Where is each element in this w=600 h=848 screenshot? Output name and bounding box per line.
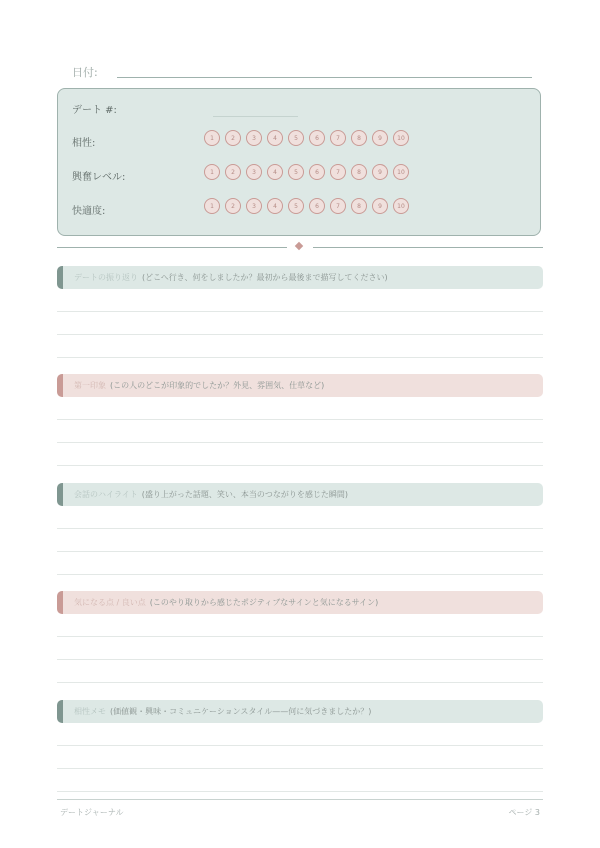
- write-line[interactable]: [57, 552, 543, 575]
- rating-label: 快適度:: [72, 206, 106, 217]
- rating-circle[interactable]: 9: [372, 164, 388, 180]
- section-compatibility-notes: [57, 700, 543, 792]
- rating-circle[interactable]: 7: [330, 164, 346, 180]
- date-number-write-line[interactable]: [213, 116, 298, 117]
- section-accent-bar: [57, 591, 63, 614]
- rating-circle[interactable]: 8: [351, 130, 367, 146]
- section-subtitle: (盛り上がった話題、笑い、本当のつながりを感じた瞬間): [141, 490, 349, 499]
- section-first-impression: [57, 374, 543, 466]
- section-accent-bar: [57, 483, 63, 506]
- rating-circle[interactable]: 5: [288, 130, 304, 146]
- rating-scale: [204, 164, 409, 180]
- rating-circle[interactable]: 9: [372, 198, 388, 214]
- rating-box: [57, 88, 541, 236]
- section-subtitle: (このやり取りから感じたポジティブなサインと気になるサイン): [149, 598, 379, 607]
- write-line[interactable]: [57, 289, 543, 312]
- section-accent-bar: [57, 700, 63, 723]
- rating-row-comfort: [58, 198, 540, 218]
- write-line[interactable]: [57, 746, 543, 769]
- rating-circle[interactable]: 7: [330, 198, 346, 214]
- rating-circle[interactable]: 3: [246, 198, 262, 214]
- write-line[interactable]: [57, 637, 543, 660]
- rating-circle[interactable]: 10: [393, 130, 409, 146]
- footer-divider: [57, 799, 543, 800]
- rating-row-compatibility: [58, 130, 540, 150]
- rating-circle[interactable]: 4: [267, 130, 283, 146]
- section-conversation-highlights: [57, 483, 543, 575]
- rating-row-excitement: [58, 164, 540, 184]
- section-title: 会話のハイライト: [74, 490, 138, 499]
- footer-page-number: ページ 3: [508, 808, 540, 817]
- write-line[interactable]: [57, 397, 543, 420]
- rating-circle[interactable]: 1: [204, 198, 220, 214]
- diamond-icon: [295, 242, 303, 250]
- section-subtitle: (価値観・興味・コミュニケーションスタイル——何に気づきましたか？): [110, 707, 372, 716]
- section-title: デートの振り返り: [74, 273, 138, 282]
- section-subtitle: (この人のどこが印象的でしたか？外見、雰囲気、仕草など): [110, 381, 325, 390]
- rating-circle[interactable]: 6: [309, 164, 325, 180]
- rating-circle[interactable]: 1: [204, 164, 220, 180]
- footer-journal-title: デートジャーナル: [60, 808, 124, 817]
- rating-circle[interactable]: 1: [204, 130, 220, 146]
- write-line[interactable]: [57, 660, 543, 683]
- rating-circle[interactable]: 8: [351, 198, 367, 214]
- rating-circle[interactable]: 3: [246, 130, 262, 146]
- rating-label: 相性:: [72, 138, 96, 149]
- rating-circle[interactable]: 6: [309, 130, 325, 146]
- rating-circle[interactable]: 7: [330, 130, 346, 146]
- section-title: 第一印象: [74, 381, 106, 390]
- rating-scale: [204, 130, 409, 146]
- rating-scale: [204, 198, 409, 214]
- write-line[interactable]: [57, 614, 543, 637]
- rating-circle[interactable]: 10: [393, 164, 409, 180]
- rating-circle[interactable]: 3: [246, 164, 262, 180]
- rating-circle[interactable]: 2: [225, 198, 241, 214]
- section-header: [57, 483, 543, 506]
- section-title: 気になる点 / 良い点: [74, 598, 146, 607]
- section-subtitle: (どこへ行き、何をしましたか？最初から最後まで描写してください): [142, 273, 388, 282]
- write-line[interactable]: [57, 506, 543, 529]
- rating-circle[interactable]: 4: [267, 198, 283, 214]
- date-label: 日付:: [72, 66, 98, 79]
- rating-circle[interactable]: 2: [225, 164, 241, 180]
- write-line[interactable]: [57, 443, 543, 466]
- section-header: [57, 266, 543, 289]
- date-field-row: [72, 62, 532, 80]
- section-header: [57, 591, 543, 614]
- rating-circle[interactable]: 10: [393, 198, 409, 214]
- rating-circle[interactable]: 2: [225, 130, 241, 146]
- section-header: [57, 700, 543, 723]
- section-title: 相性メモ: [74, 707, 106, 716]
- divider-line: [57, 247, 287, 248]
- section-accent-bar: [57, 374, 63, 397]
- write-line[interactable]: [57, 723, 543, 746]
- rating-label: 興奮レベル:: [72, 172, 126, 183]
- write-line[interactable]: [57, 335, 543, 358]
- section-date-recap: [57, 266, 543, 358]
- write-line[interactable]: [57, 312, 543, 335]
- write-line[interactable]: [57, 529, 543, 552]
- section-header: [57, 374, 543, 397]
- section-accent-bar: [57, 266, 63, 289]
- rating-circle[interactable]: 6: [309, 198, 325, 214]
- rating-circle[interactable]: 5: [288, 198, 304, 214]
- date-number-label: デート #:: [72, 105, 117, 116]
- write-line[interactable]: [57, 420, 543, 443]
- rating-circle[interactable]: 8: [351, 164, 367, 180]
- rating-circle[interactable]: 9: [372, 130, 388, 146]
- write-line[interactable]: [57, 769, 543, 792]
- divider-line: [313, 247, 543, 248]
- rating-circle[interactable]: 5: [288, 164, 304, 180]
- section-concerns-positives: [57, 591, 543, 683]
- date-write-line[interactable]: [117, 77, 532, 78]
- ornament-divider: [57, 242, 543, 252]
- rating-circle[interactable]: 4: [267, 164, 283, 180]
